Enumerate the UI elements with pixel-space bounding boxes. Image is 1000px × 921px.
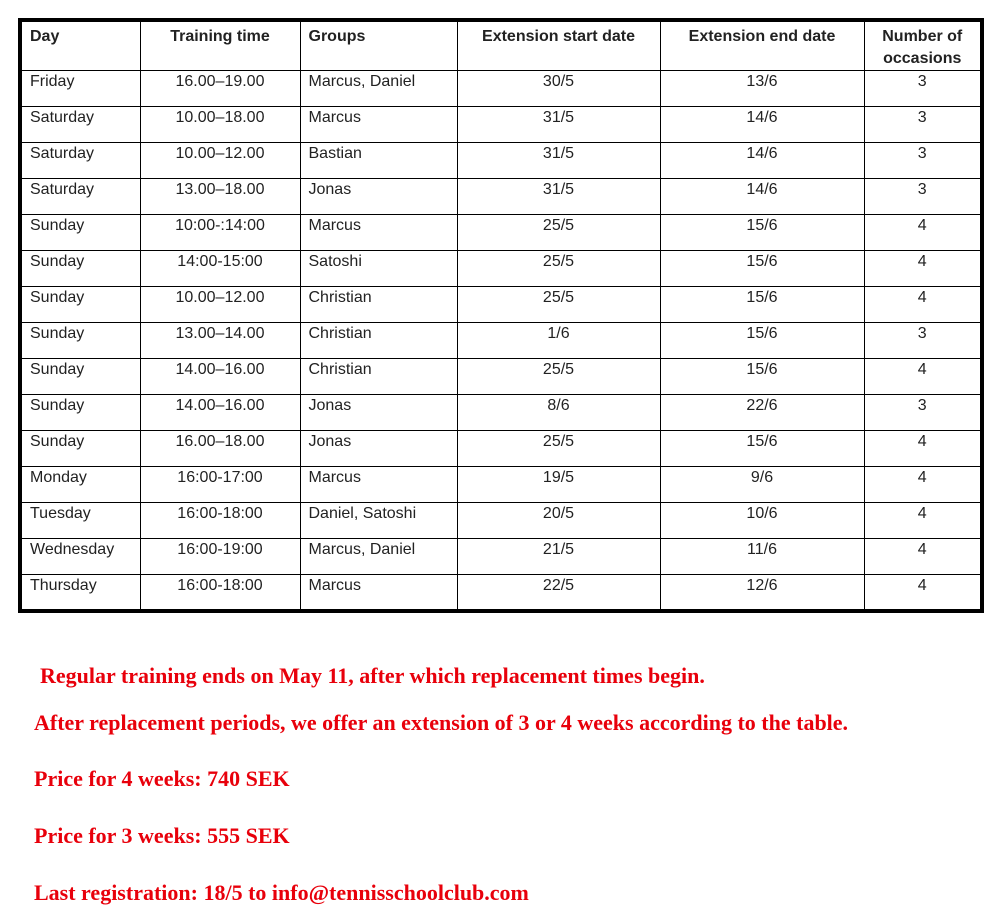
cell-number-of-occasions: 3 [864, 107, 982, 143]
cell-day: Thursday [20, 575, 140, 611]
table-row [20, 323, 982, 359]
cell-day: Tuesday [20, 503, 140, 539]
cell-day: Sunday [20, 323, 140, 359]
cell-day: Sunday [20, 395, 140, 431]
cell-extension-start-date: 22/5 [457, 575, 660, 611]
cell-training-time: 10:00-:14:00 [140, 215, 300, 251]
cell-groups: Jonas [300, 431, 457, 467]
cell-training-time: 16:00-17:00 [140, 467, 300, 503]
cell-training-time: 16.00–18.00 [140, 431, 300, 467]
cell-training-time: 14.00–16.00 [140, 395, 300, 431]
cell-extension-end-date: 9/6 [660, 467, 864, 503]
cell-groups: Satoshi [300, 251, 457, 287]
cell-groups: Jonas [300, 179, 457, 215]
table-row [20, 431, 982, 467]
table-row [20, 215, 982, 251]
cell-extension-start-date: 30/5 [457, 71, 660, 107]
cell-training-time: 10.00–12.00 [140, 287, 300, 323]
table-row [20, 539, 982, 575]
cell-training-time: 16.00–19.00 [140, 71, 300, 107]
note-last-registration: Last registration: 18/5 to info@tennisschoolclub.com [34, 880, 529, 905]
cell-training-time: 13.00–18.00 [140, 179, 300, 215]
cell-day: Sunday [20, 359, 140, 395]
table-header-row [20, 20, 982, 71]
cell-groups: Christian [300, 287, 457, 323]
table-row [20, 107, 982, 143]
table-row [20, 71, 982, 107]
cell-number-of-occasions: 4 [864, 251, 982, 287]
cell-extension-end-date: 15/6 [660, 359, 864, 395]
note-extension-offer: After replacement periods, we offer an extension of 3 or 4 weeks according to the table. [34, 710, 849, 735]
cell-groups: Marcus [300, 575, 457, 611]
cell-groups: Jonas [300, 395, 457, 431]
cell-groups: Bastian [300, 143, 457, 179]
cell-extension-start-date: 19/5 [457, 467, 660, 503]
cell-extension-end-date: 11/6 [660, 539, 864, 575]
note-price-3-weeks: Price for 3 weeks: 555 SEK [34, 823, 290, 848]
header-extension-end-date: Extension end date [660, 20, 864, 71]
note-regular-training: Regular training ends on May 11, after which replacement times begin. [40, 663, 705, 688]
cell-extension-end-date: 22/6 [660, 395, 864, 431]
cell-training-time: 14.00–16.00 [140, 359, 300, 395]
cell-number-of-occasions: 4 [864, 575, 982, 611]
cell-extension-end-date: 15/6 [660, 287, 864, 323]
cell-number-of-occasions: 3 [864, 395, 982, 431]
cell-groups: Daniel, Satoshi [300, 503, 457, 539]
cell-number-of-occasions: 4 [864, 539, 982, 575]
cell-day: Sunday [20, 251, 140, 287]
schedule-table [18, 18, 984, 613]
cell-extension-start-date: 31/5 [457, 107, 660, 143]
table-row [20, 287, 982, 323]
cell-extension-start-date: 25/5 [457, 359, 660, 395]
header-number-of-occasions: Number of occasions [864, 20, 982, 71]
cell-extension-end-date: 13/6 [660, 71, 864, 107]
cell-extension-start-date: 25/5 [457, 287, 660, 323]
cell-training-time: 13.00–14.00 [140, 323, 300, 359]
cell-number-of-occasions: 3 [864, 323, 982, 359]
cell-groups: Marcus, Daniel [300, 539, 457, 575]
cell-extension-end-date: 14/6 [660, 179, 864, 215]
cell-extension-end-date: 14/6 [660, 107, 864, 143]
cell-day: Saturday [20, 143, 140, 179]
cell-extension-end-date: 15/6 [660, 215, 864, 251]
cell-number-of-occasions: 4 [864, 215, 982, 251]
cell-day: Saturday [20, 107, 140, 143]
cell-extension-start-date: 20/5 [457, 503, 660, 539]
cell-number-of-occasions: 3 [864, 179, 982, 215]
header-training-time: Training time [140, 20, 300, 71]
cell-extension-end-date: 14/6 [660, 143, 864, 179]
cell-training-time: 14:00-15:00 [140, 251, 300, 287]
cell-groups: Marcus [300, 215, 457, 251]
cell-day: Sunday [20, 287, 140, 323]
cell-day: Wednesday [20, 539, 140, 575]
table-row [20, 143, 982, 179]
cell-extension-start-date: 25/5 [457, 215, 660, 251]
cell-extension-end-date: 15/6 [660, 431, 864, 467]
cell-day: Saturday [20, 179, 140, 215]
cell-number-of-occasions: 4 [864, 431, 982, 467]
cell-extension-end-date: 10/6 [660, 503, 864, 539]
cell-extension-start-date: 21/5 [457, 539, 660, 575]
cell-extension-start-date: 31/5 [457, 143, 660, 179]
cell-training-time: 10.00–18.00 [140, 107, 300, 143]
cell-groups: Marcus, Daniel [300, 71, 457, 107]
cell-number-of-occasions: 4 [864, 287, 982, 323]
cell-training-time: 10.00–12.00 [140, 143, 300, 179]
cell-day: Monday [20, 467, 140, 503]
cell-groups: Christian [300, 323, 457, 359]
table-row [20, 503, 982, 539]
cell-extension-end-date: 15/6 [660, 251, 864, 287]
cell-groups: Christian [300, 359, 457, 395]
cell-number-of-occasions: 3 [864, 143, 982, 179]
cell-training-time: 16:00-18:00 [140, 503, 300, 539]
cell-number-of-occasions: 3 [864, 71, 982, 107]
cell-day: Sunday [20, 431, 140, 467]
cell-groups: Marcus [300, 467, 457, 503]
cell-extension-start-date: 25/5 [457, 251, 660, 287]
cell-training-time: 16:00-19:00 [140, 539, 300, 575]
cell-extension-end-date: 15/6 [660, 323, 864, 359]
table-row [20, 251, 982, 287]
header-groups: Groups [300, 20, 457, 71]
cell-extension-start-date: 31/5 [457, 179, 660, 215]
cell-extension-end-date: 12/6 [660, 575, 864, 611]
cell-day: Sunday [20, 215, 140, 251]
cell-extension-start-date: 25/5 [457, 431, 660, 467]
cell-extension-start-date: 1/6 [457, 323, 660, 359]
cell-day: Friday [20, 71, 140, 107]
cell-extension-start-date: 8/6 [457, 395, 660, 431]
table-row [20, 359, 982, 395]
table-row [20, 179, 982, 215]
cell-number-of-occasions: 4 [864, 503, 982, 539]
table-row [20, 575, 982, 611]
cell-groups: Marcus [300, 107, 457, 143]
table-row [20, 467, 982, 503]
header-day: Day [20, 20, 140, 71]
table-body [20, 71, 982, 611]
cell-number-of-occasions: 4 [864, 359, 982, 395]
note-price-4-weeks: Price for 4 weeks: 740 SEK [34, 766, 290, 791]
cell-training-time: 16:00-18:00 [140, 575, 300, 611]
header-extension-start-date: Extension start date [457, 20, 660, 71]
table-row [20, 395, 982, 431]
cell-number-of-occasions: 4 [864, 467, 982, 503]
